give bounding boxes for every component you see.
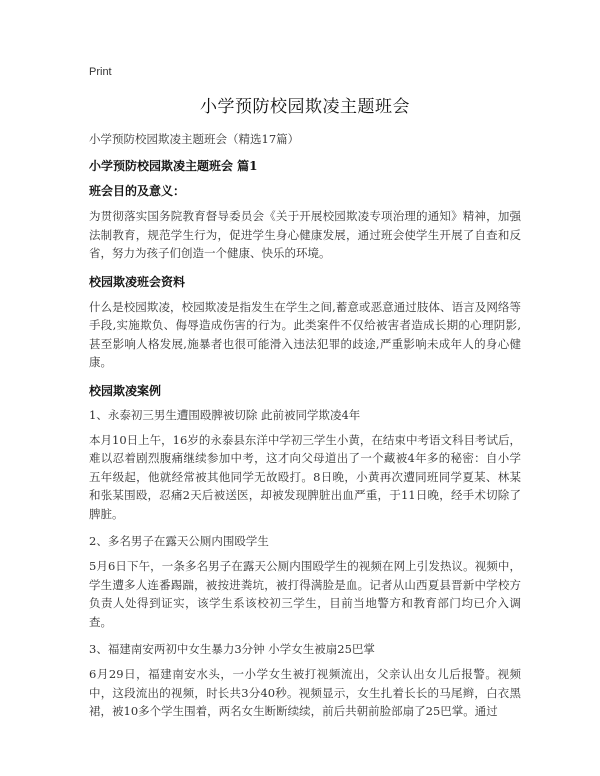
cases-heading: 校园欺凌案例 <box>89 383 162 398</box>
document-page <box>89 66 521 731</box>
case-paragraph: 6月29日，福建南安水头，一小学女生被打视频流出，父亲认出女儿后报警。视频中，这段流出的视频，时长共3分40秒。视频显示，女生扎着长长的马尾辫，白衣黑裙，被10多个学生围着，两名女生断断续续，前后共朝前脸部扇了25巴掌。通过 <box>89 667 521 718</box>
section-title: 小学预防校园欺凌主题班会 篇1 <box>89 159 258 173</box>
case-paragraph: 本月10日上午，16岁的永泰县东洋中学初三学生小黄，在结束中考语文科目考试后，难以忍着剧烈腹痛继续参加中考，这才向父母道出了一个藏被4年多的秘密：自小学五年级起，他就经常被其他同学无故殴打。8日晚，小黄再次遭同班同学夏某、林某和张某围殴，忍痛2天后被送医，却被发现脾脏出血严重，于11日晚，经手术切除了脾脏。 <box>89 432 521 521</box>
case-paragraph: 5月6日下午，一条多名男子在露天公厕内围殴学生的视频在网上引发热议。视频中，学生遭多人连番踢踹，被按进粪坑，被打得满脸是血。记者从山西夏县晋新中学校方负责人处得到证实，该学生系该校初三学生，目前当地警方和教育部门均已介入调查。 <box>89 559 521 629</box>
case-title: 2、多名男子在露天公厕内围殴学生 <box>89 534 269 548</box>
case-title: 3、福建南安两初中女生暴力3分钟 小学女生被扇25巴掌 <box>89 642 375 656</box>
materials-paragraph: 什么是校园欺凌，校园欺凌是指发生在学生之间,蓄意或恶意通过肢体、语言及网络等手段,实施欺负、侮辱造成伤害的行为。此类案件不仅给被害者造成长期的心理阴影,甚至影响人格发展,施暴者也很可能滑入违法犯罪的歧途,严重影响未成年人的身心健康。 <box>89 299 521 369</box>
purpose-paragraph: 为贯彻落实国务院教育督导委员会《关于开展校园欺凌专项治理的通知》精神，加强法制教育，规范学生行为，促进学生身心健康发展，通过班会使学生开展了自查和反省，努力为孩子们创造一个健康、快乐的环境。 <box>89 209 521 260</box>
materials-heading: 校园欺凌班会资料 <box>89 274 186 289</box>
subtitle: 小学预防校园欺凌主题班会（精选17篇） <box>89 132 300 146</box>
purpose-heading: 班会目的及意义： <box>89 184 186 198</box>
print-label: Print <box>89 66 112 78</box>
case-title: 1、永泰初三男生遭围殴脾被切除 此前被同学欺凌4年 <box>89 407 361 422</box>
page-title: 小学预防校园欺凌主题班会 <box>200 97 410 117</box>
